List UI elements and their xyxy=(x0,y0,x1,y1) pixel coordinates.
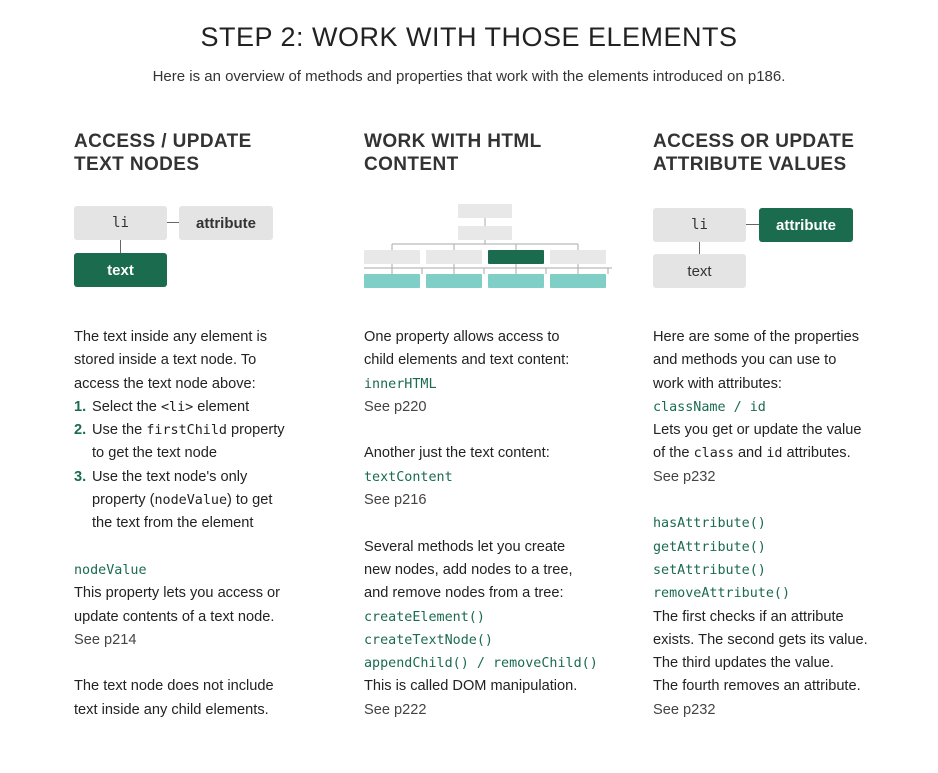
code-reference: removeAttribute() xyxy=(653,586,791,602)
page-reference: See p216 xyxy=(364,492,427,509)
code-reference: createElement() xyxy=(364,609,485,625)
code-reference: getAttribute() xyxy=(653,539,766,555)
text-node-box: text xyxy=(653,254,746,288)
list-item: 3. Use the text node's only property (nodeValue) to get the text from the element xyxy=(74,468,273,532)
page-reference: See p232 xyxy=(653,701,716,718)
attribute-node-box-highlighted: attribute xyxy=(759,208,853,242)
text-node-diagram xyxy=(74,204,324,314)
list-item: 2. Use the firstChild property to get the text node xyxy=(74,422,285,462)
column-attribute-values xyxy=(653,130,903,718)
page-reference: See p222 xyxy=(364,701,427,718)
code-reference: textContent xyxy=(364,469,453,485)
li-node-box: li xyxy=(653,208,746,242)
page-subtitle: Here is an overview of methods and properties that work with the elements introduced on p186. xyxy=(152,68,786,85)
column-text-nodes xyxy=(74,130,324,718)
text-node-box-highlighted: text xyxy=(74,253,167,287)
dom-tree-diagram xyxy=(364,204,614,314)
attribute-node-box: attribute xyxy=(179,206,273,240)
page-reference: See p214 xyxy=(74,631,137,648)
list-item: 1. Select the <li> element xyxy=(74,398,250,415)
code-reference: className / id xyxy=(653,399,766,415)
page-reference: See p232 xyxy=(653,468,716,485)
connector-line xyxy=(167,222,179,223)
code-reference: nodeValue xyxy=(74,562,147,578)
column-body: The text inside any element is stored inside a text node. To access the text node above: 1. Select the <li> element 2. Use the firstChild property to get the text node 3. Use the text node's only property (nodeValue) to get the text from the element nodeValue This property lets you access or update contents of a text node. See p214 The text node does not include text inside any child elements. xyxy=(74,326,334,722)
column-body: One property allows access to child elements and text content: innerHTML See p220 Another just the text content: textContent See p216 Several methods let you create new nodes, add nodes to a tree, and remove nodes from a tree: createElement() createTextNode() appendChild() / removeChild() This is called DOM manipulation. See p222 xyxy=(364,326,624,722)
column-heading: WORK WITH HTML CONTENT xyxy=(364,131,542,175)
code-reference: setAttribute() xyxy=(653,562,766,578)
li-node-box: li xyxy=(74,206,167,240)
page-title: STEP 2: WORK WITH THOSE ELEMENTS xyxy=(200,22,738,52)
attribute-node-diagram xyxy=(653,204,903,314)
page-reference: See p220 xyxy=(364,398,427,415)
dom-tree-graphic xyxy=(364,204,614,314)
code-reference: createTextNode() xyxy=(364,632,493,648)
steps-list xyxy=(74,396,334,536)
connector-line xyxy=(699,242,700,254)
code-reference: appendChild() / removeChild() xyxy=(364,656,598,672)
column-body: Here are some of the properties and methods you can use to work with attributes: className / id Lets you get or update the value of the class and id attributes. See p232 hasAttribute() getAttribute() setAttribute() removeAttribute() The first checks if an attribute exists. The second gets its value. The third updates the value. The fourth removes an attribute. See p232 xyxy=(653,326,913,722)
column-heading: ACCESS OR UPDATE ATTRIBUTE VALUES xyxy=(653,131,855,175)
connector-line xyxy=(746,224,759,225)
code-reference: innerHTML xyxy=(364,376,437,392)
column-html-content xyxy=(364,130,614,718)
connector-line xyxy=(120,240,121,253)
code-reference: hasAttribute() xyxy=(653,516,766,532)
column-heading: ACCESS / UPDATE TEXT NODES xyxy=(74,131,252,175)
